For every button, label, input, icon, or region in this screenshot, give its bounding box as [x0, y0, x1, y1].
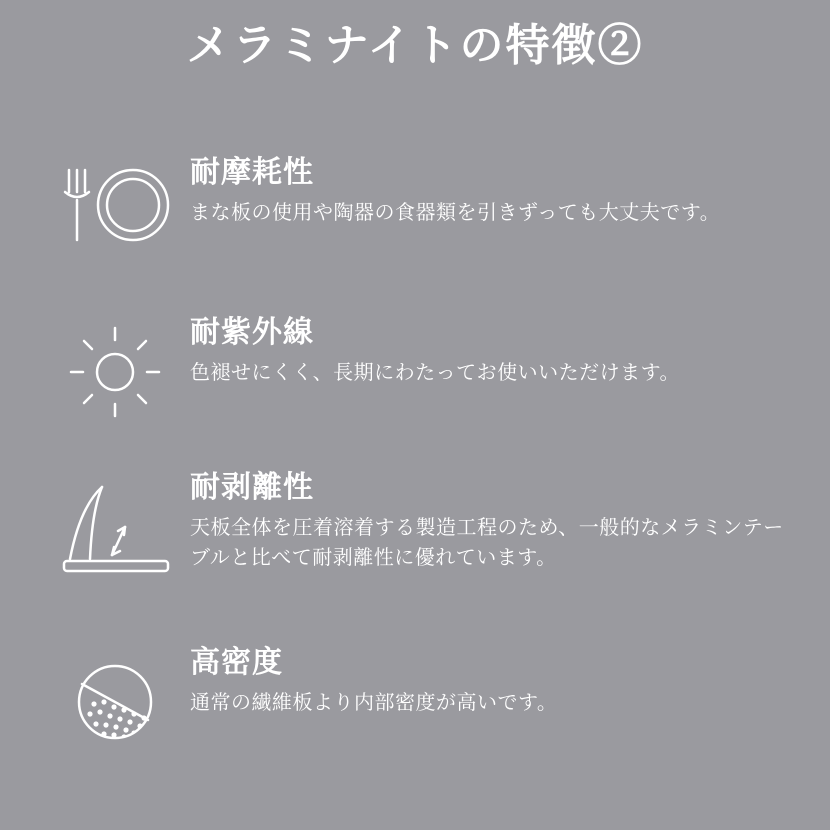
feature-title: 耐摩耗性 [190, 156, 314, 189]
feature-description: 通常の繊維板より内部密度が高いです。 [190, 691, 558, 714]
feature-description: 色褪せにくく、長期にわたってお使いいただけます。 [190, 361, 680, 384]
peeling-board-icon [40, 465, 190, 587]
feature-list [0, 150, 830, 790]
feature-text [190, 310, 790, 388]
page-title: メラミナイトの特徴② [186, 21, 644, 70]
feature-title: 高密度 [190, 646, 283, 679]
list-item [0, 640, 830, 790]
list-item [0, 150, 830, 310]
feature-title: 耐紫外線 [190, 316, 314, 349]
feature-description: まな板の使用や陶器の食器類を引きずっても大丈夫です。 [190, 201, 721, 224]
feature-title: 耐剥離性 [190, 471, 314, 504]
list-item [0, 310, 830, 465]
feature-text [190, 640, 790, 718]
sun-icon [40, 310, 190, 422]
feature-text [190, 465, 790, 573]
feature-description: 天板全体を圧着溶着する製造工程のため、一般的なメラミンテーブルと比べて耐剥離性に優れています。 [190, 516, 784, 569]
list-item [0, 465, 830, 640]
fork-and-plate-icon [40, 150, 190, 252]
feature-text [190, 150, 790, 228]
density-circle-icon [40, 640, 190, 752]
